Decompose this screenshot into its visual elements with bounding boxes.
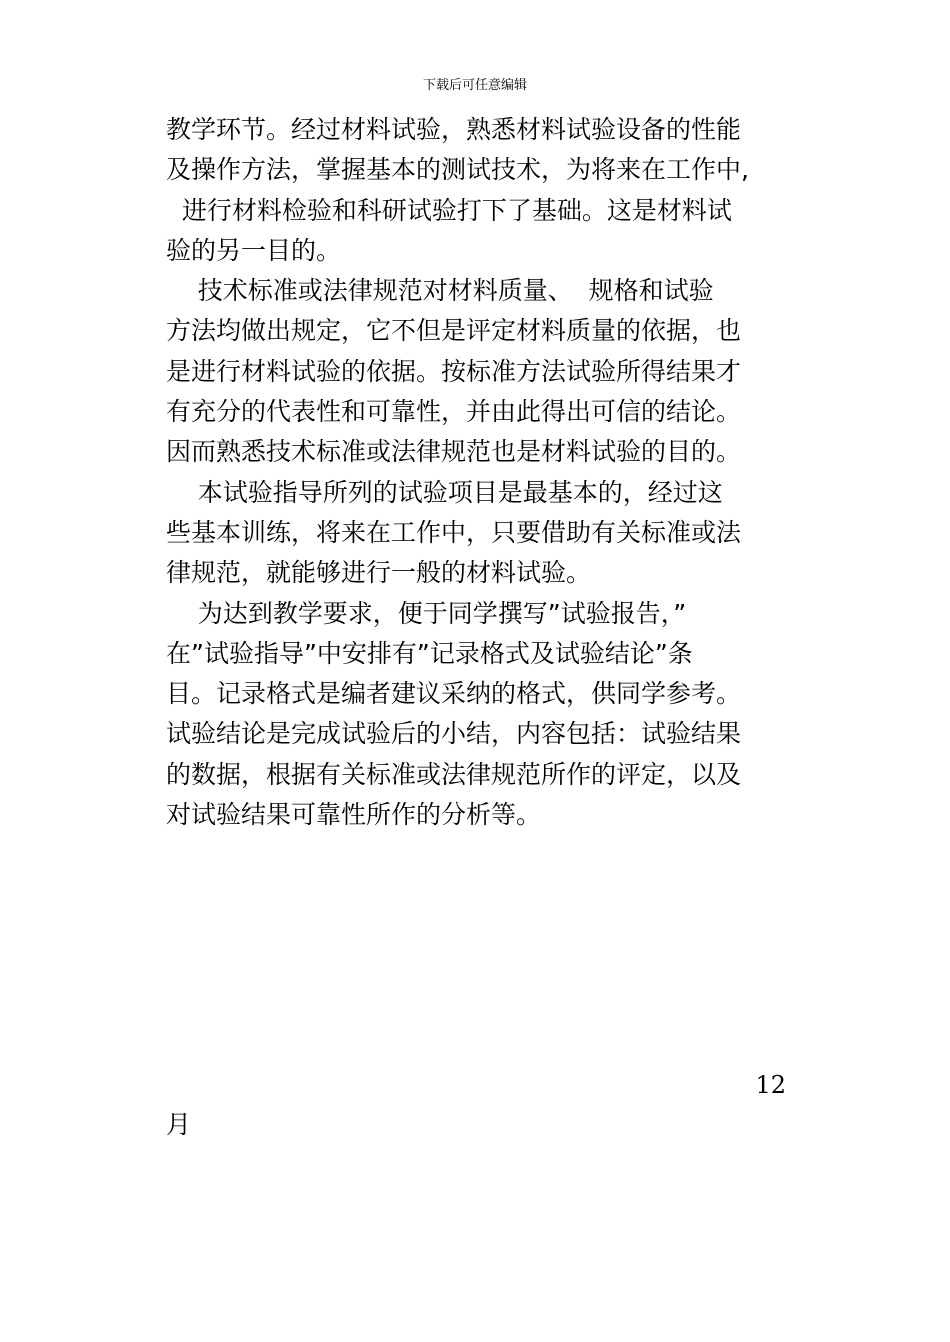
text-line: 验的另一目的。	[166, 235, 342, 265]
page-number: 12	[755, 1071, 786, 1099]
text-line: 是进行材料试验的依据。按标准方法试验所得结果才	[166, 356, 742, 386]
text-line: 因而熟悉技术标准或法律规范也是材料试验的目的。	[166, 437, 742, 467]
text-line: 进行材料检验和科研试验打下了基础。这是材料试	[166, 195, 732, 225]
text-line: 些基本训练，将来在工作中，只要借助有关标准或法	[166, 517, 742, 547]
text-line: 本试验指导所列的试验项目是最基本的，经过这	[166, 477, 723, 507]
text-line: 的数据，根据有关标准或法律规范所作的评定，以及	[166, 759, 742, 789]
page-header: 下载后可任意编辑	[422, 78, 527, 93]
text-line: 技术标准或法律规范对材料质量、 规格和试验	[166, 276, 714, 306]
text-line: 方法均做出规定，它不但是评定材料质量的依据，也	[166, 316, 742, 346]
text-line: 在”试验指导”中安排有”记录格式及试验结论”条	[166, 638, 693, 668]
text-line: 教学环节。经过材料试验，熟悉材料试验设备的性能	[166, 115, 742, 144]
month-label: 月	[166, 1110, 192, 1139]
text-line: 为达到教学要求，便于同学撰写”试验报告，”	[166, 598, 687, 628]
text-line: 及操作方法，掌握基本的测试技术，为将来在工作中,	[166, 155, 749, 185]
text-line: 对试验结果可靠性所作的分析等。	[166, 800, 542, 830]
document-body	[166, 110, 786, 835]
text-line: 试验结论是完成试验后的小结，内容包括：试验结果	[166, 719, 742, 749]
text-line: 律规范，就能够进行一般的材料试验。	[166, 558, 592, 588]
text-line: 目。记录格式是编者建议采纳的格式，供同学参考。	[166, 679, 742, 709]
text-line: 有充分的代表性和可靠性，并由此得出可信的结论。	[166, 397, 742, 427]
